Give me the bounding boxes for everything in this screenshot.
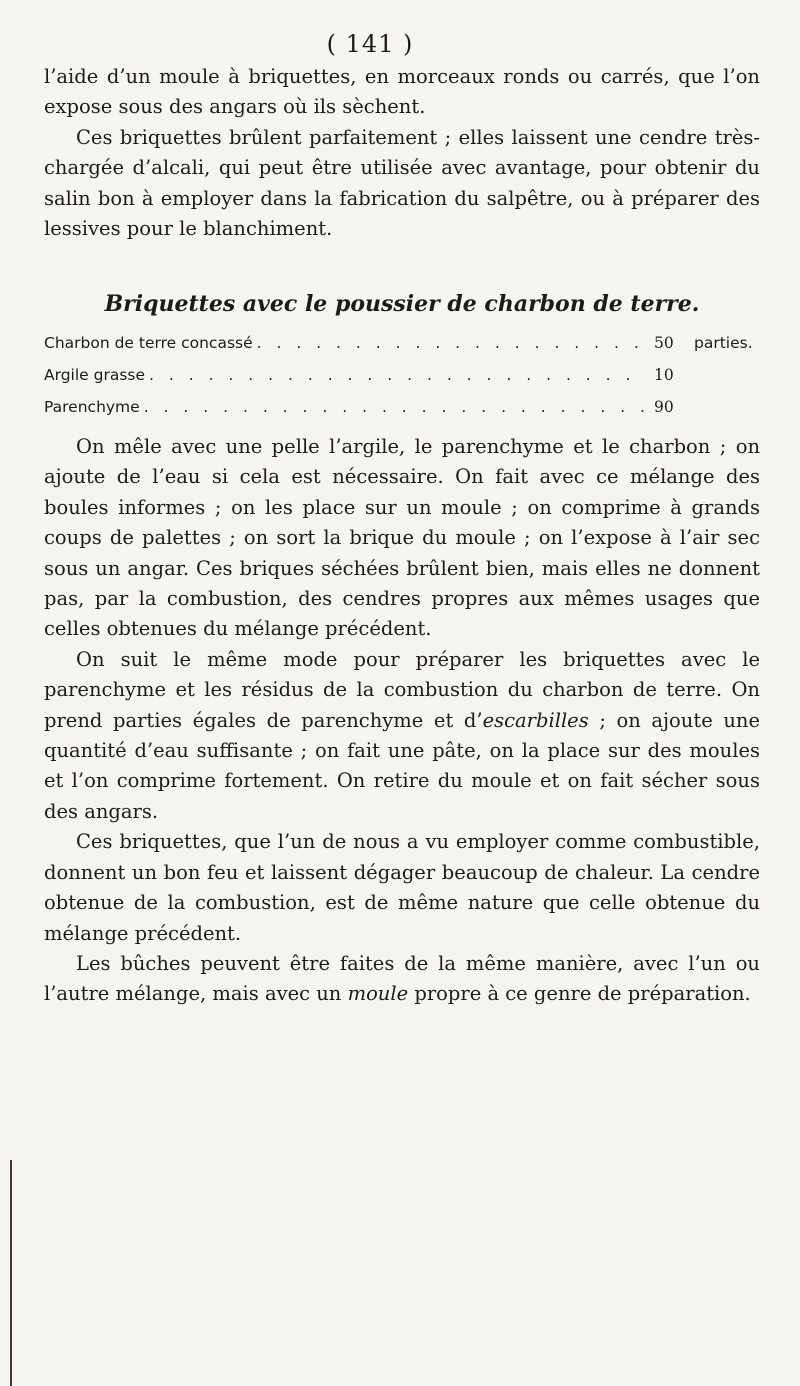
recipe-row [44, 398, 760, 430]
recipe-ingredient-quantity: 50 [654, 334, 674, 352]
paragraph-text: propre à ce genre de préparation. [408, 982, 751, 1006]
intro-paragraph: l’aide d’un moule à briquettes, en morceaux ronds ou carrés, que l’on expose sous des angars où ils sèchent. [44, 65, 760, 119]
italic-term: moule [347, 982, 409, 1006]
paragraph-combustible: Ces briquettes, que l’un de nous a vu employer comme combustible, donnent un bon feu et laissent dégager beaucoup de chaleur. La cendre obtenue de la combustion, est de même nature que celle obtenue du mélange précédent. [44, 830, 760, 945]
recipe-row [44, 366, 760, 398]
paragraph-text: ; on ajoute une quantité d’eau suffisante ; on fait une pâte, on la place sur des moules et l’on comprime fortement. On retire du moule et on fait sécher sous des angars. [44, 708, 760, 823]
paragraph-text: Les bûches peuvent être faites de la même manière, avec l’un ou l’autre mélange, mais avec un [44, 951, 760, 1006]
paragraph-briquettes-cendre: Ces briquettes brûlent parfaitement ; elles laissent une cendre très-chargée d’alcali, qui peut être utilisée avec avantage, pour obtenir du salin bon à employer dans la fabrication du salpêtre, ou à préparer des lessives pour le blanchiment. [44, 125, 760, 241]
paragraph-buches [44, 949, 760, 1010]
leader-dots [144, 398, 646, 416]
section-title: Briquettes avec le poussier de charbon de terre. [104, 291, 700, 317]
recipe-ingredient-quantity: 10 [654, 366, 674, 384]
paragraph-mode-preparation [44, 645, 760, 827]
main-text-block [44, 432, 760, 1010]
page-edge-line [10, 1160, 12, 1386]
leader-dots [149, 366, 646, 384]
recipe-ingredient-quantity: 90 [654, 398, 674, 416]
recipe-ingredient-name: Argile grasse [44, 366, 146, 384]
paragraph-text: On suit le même mode pour préparer les briquettes avec le parenchyme et les résidus de la combustion du charbon de terre. On prend parties égales de parenchyme et d’ [44, 647, 760, 732]
leader-dots [257, 334, 646, 352]
paragraph-melange: On mêle avec une pelle l’argile, le parenchyme et le charbon ; on ajoute de l’eau si cela est nécessaire. On fait avec ce mélange des boules informes ; on les place sur un moule ; on comprime à grands coups de palettes ; on sort la brique du moule ; on l’expose à l’air sec sous un angar. Ces briques séchées brûlent bien, mais elles ne donnent pas, par la combustion, des cendres propres aux mêmes usages que celles obtenues du mélange précédent. [44, 435, 760, 641]
recipe-table [44, 334, 760, 430]
recipe-ingredient-name: Parenchyme [44, 398, 140, 416]
recipe-ingredient-name: Charbon de terre concassé [44, 334, 253, 352]
recipe-ingredient-unit: parties. [694, 334, 753, 352]
page-number: ( 141 ) [326, 30, 414, 58]
recipe-row [44, 334, 760, 366]
italic-term: escarbilles [482, 708, 589, 732]
intro-text-block [44, 62, 760, 244]
